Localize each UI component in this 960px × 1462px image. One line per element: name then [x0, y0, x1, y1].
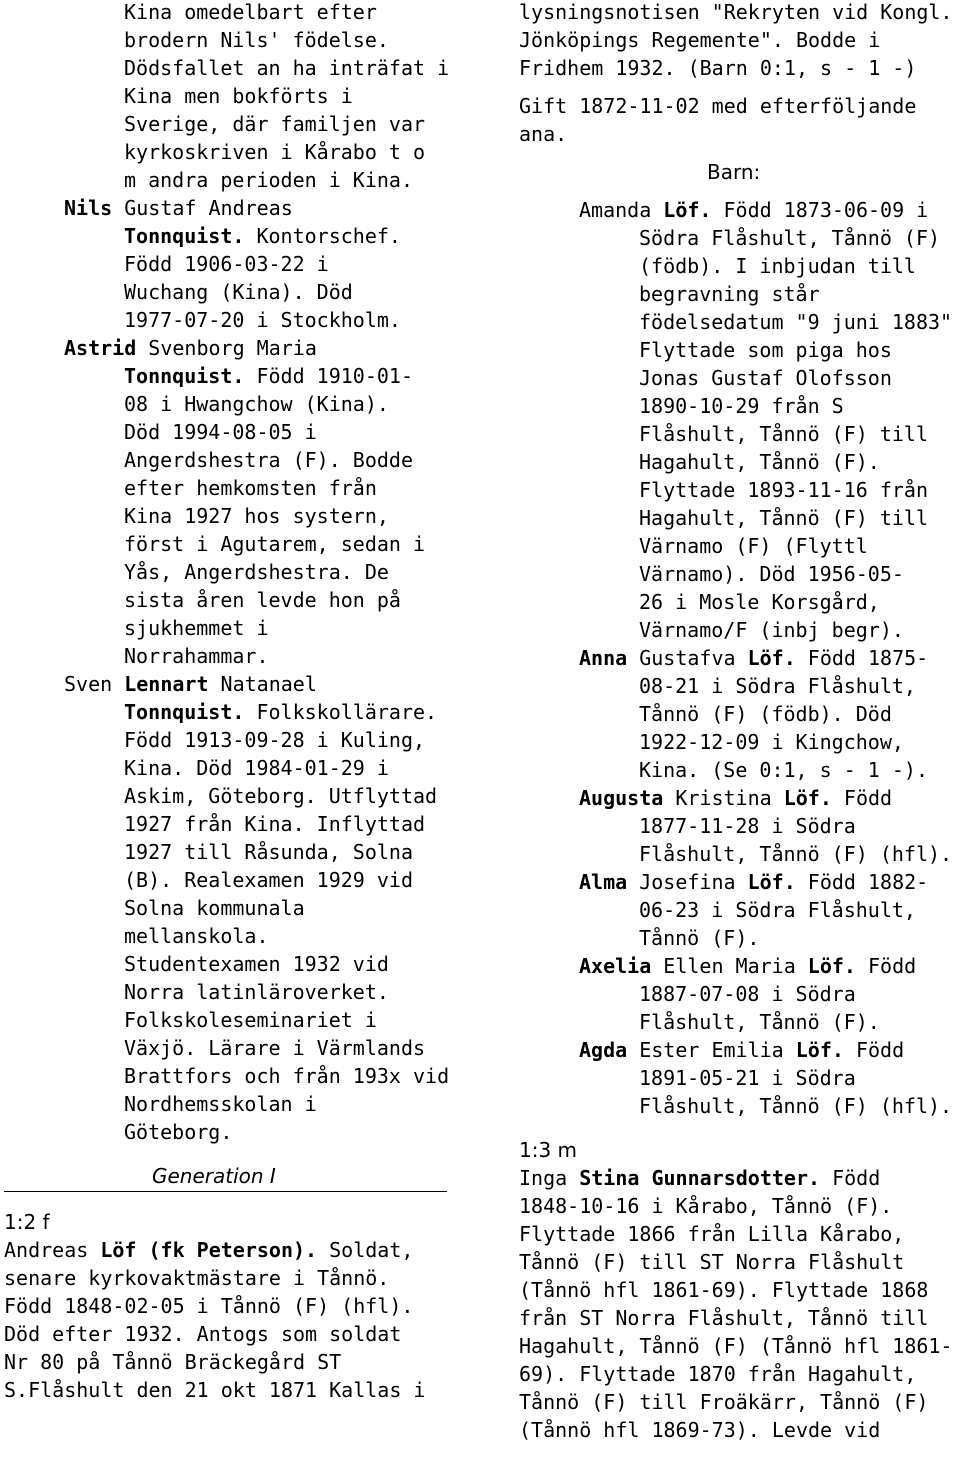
text-segment: Kina men bokförts i — [124, 84, 353, 108]
text-line — [519, 196, 959, 224]
text-segment: Kina. (Se 0:1, s - 1 -). — [639, 758, 928, 782]
text-line — [519, 224, 959, 252]
text-segment: Brattfors och från 193x vid — [124, 1064, 450, 1088]
text-line — [519, 1008, 959, 1036]
generation-heading-text: Generation I — [152, 1164, 276, 1188]
text-line — [519, 120, 959, 148]
text-segment: Göteborg. — [124, 1120, 233, 1144]
text-line — [519, 644, 959, 672]
text-line — [4, 726, 474, 754]
text-line — [4, 54, 474, 82]
text-segment: 1977-07-20 i Stockholm. — [124, 308, 401, 332]
text-line — [519, 336, 959, 364]
text-segment: Fridhem 1932. (Barn 0:1, s - 1 -) — [519, 56, 917, 80]
bold-name-segment: Tonnquist. — [124, 224, 245, 248]
text-segment: Flyttade 1866 från Lilla Kårabo, — [519, 1222, 905, 1246]
text-line — [4, 334, 474, 362]
text-segment: Hagahult, Tånnö (F) (Tånnö hfl 1861- — [519, 1334, 953, 1358]
text-segment: Född — [855, 954, 917, 978]
text-segment: först i Agutarem, sedan i — [124, 532, 426, 556]
text-segment: Tånnö (F) (födb). Död — [639, 702, 892, 726]
text-segment: Född 1913-09-28 i Kuling, — [124, 728, 426, 752]
text-segment: m andra perioden i Kina. — [124, 168, 413, 192]
marriage-block — [519, 92, 959, 148]
text-segment: Hagahult, Tånnö (F) till — [639, 506, 928, 530]
bold-name-segment: Löf. — [807, 954, 856, 978]
text-segment: Född 1910-01- — [244, 364, 413, 388]
text-segment: (födb). I inbjudan till — [639, 254, 916, 278]
text-segment: sjukhemmet i — [124, 616, 269, 640]
bold-name-segment: Augusta — [579, 786, 664, 810]
right-column — [519, 0, 959, 1444]
left-entry-id: 1:2 f — [4, 1210, 50, 1234]
text-segment: Kristina — [663, 786, 784, 810]
text-segment: Värnamo (F) (Flyttl — [639, 534, 868, 558]
text-segment: Död 1994-08-05 i — [124, 420, 317, 444]
text-segment: Kina. Död 1984-01-29 i — [124, 756, 389, 780]
text-segment: efter hemkomsten från — [124, 476, 377, 500]
text-line — [519, 896, 959, 924]
text-line — [4, 1006, 474, 1034]
text-line — [519, 560, 959, 588]
text-line — [519, 448, 959, 476]
text-line — [4, 1062, 474, 1090]
text-segment: Jonas Gustaf Olofsson — [639, 366, 892, 390]
text-segment: Gift 1872-11-02 med efterföljande — [519, 94, 917, 118]
text-segment: 1877-11-28 i Södra — [639, 814, 856, 838]
text-segment: Sverige, där familjen var — [124, 112, 426, 136]
text-segment: 1891-05-21 i Södra — [639, 1066, 856, 1090]
text-segment: Norrahammar. — [124, 644, 269, 668]
text-segment: Yås, Angerdshestra. De — [124, 560, 389, 584]
text-segment: Född — [843, 1038, 905, 1062]
text-segment: Norra latinläroverket. — [124, 980, 389, 1004]
text-segment: Kina omedelbart efter — [124, 0, 377, 24]
text-segment: Ellen Maria — [651, 954, 808, 978]
text-segment: Natanael — [208, 672, 317, 696]
text-segment: lysningsnotisen "Rekryten vid Kongl. — [519, 0, 953, 24]
bold-name-segment: Axelia — [579, 954, 652, 978]
text-segment: Angerdshestra (F). Bodde — [124, 448, 413, 472]
text-line — [4, 222, 474, 250]
bold-name-segment: Löf (fk Peterson). — [100, 1238, 318, 1262]
text-line — [519, 1416, 959, 1444]
text-line — [4, 1292, 474, 1320]
text-segment: 69). Flyttade 1870 från Hagahult, — [519, 1362, 917, 1386]
bold-name-segment: Lennart — [124, 672, 209, 696]
text-line — [4, 474, 474, 502]
left-text-block — [4, 0, 474, 1146]
text-line — [4, 26, 474, 54]
text-line — [519, 1220, 959, 1248]
text-segment: från ST Norra Flåshult, Tånnö till — [519, 1306, 929, 1330]
text-line — [519, 54, 959, 82]
text-segment: Sven — [64, 672, 125, 696]
text-line — [519, 532, 959, 560]
text-segment: Svenborg Maria — [136, 336, 317, 360]
text-segment: Dödsfallet an ha inträfat i — [124, 56, 450, 80]
bold-name-segment: Tonnquist. — [124, 700, 245, 724]
text-segment: Född — [820, 1166, 881, 1190]
text-segment: Kina 1927 hos systern, — [124, 504, 389, 528]
text-line — [4, 1264, 474, 1292]
text-segment: mellanskola. — [124, 924, 269, 948]
text-line — [519, 616, 959, 644]
text-line — [519, 952, 959, 980]
text-line — [4, 138, 474, 166]
text-line — [519, 588, 959, 616]
text-segment: Född — [831, 786, 893, 810]
text-line — [519, 0, 959, 26]
text-segment: Flåshult, Tånnö (F). — [639, 1010, 880, 1034]
text-line — [4, 558, 474, 586]
text-segment: 1848-10-16 i Kårabo, Tånnö (F). — [519, 1194, 893, 1218]
text-line — [519, 812, 959, 840]
text-segment: 1927 till Råsunda, Solna — [124, 840, 413, 864]
text-segment: Hagahult, Tånnö (F). — [639, 450, 880, 474]
text-line — [4, 670, 474, 698]
text-segment: Nr 80 på Tånnö Bräckegård ST — [4, 1350, 342, 1374]
text-segment: 08-21 i Södra Flåshult, — [639, 674, 916, 698]
text-line — [519, 504, 959, 532]
text-line — [4, 446, 474, 474]
text-line — [519, 980, 959, 1008]
text-segment: Josefina — [627, 870, 748, 894]
text-line — [4, 614, 474, 642]
text-segment: Född 1875- — [795, 646, 929, 670]
text-line — [4, 810, 474, 838]
text-segment: 1927 från Kina. Inflyttad — [124, 812, 426, 836]
text-line — [519, 1192, 959, 1220]
text-segment: Född 1882- — [795, 870, 929, 894]
text-segment: Amanda — [579, 198, 664, 222]
text-line — [4, 894, 474, 922]
text-segment: begravning står — [639, 282, 820, 306]
text-line — [4, 838, 474, 866]
bold-name-segment: Löf. — [783, 786, 832, 810]
text-line — [519, 840, 959, 868]
text-line — [4, 1236, 474, 1264]
text-segment: (Tånnö hfl 1861-69). Flyttade 1868 — [519, 1278, 929, 1302]
text-line — [519, 92, 959, 120]
text-segment: Flåshult, Tånnö (F) till — [639, 422, 928, 446]
text-line — [519, 784, 959, 812]
text-segment: Folkskollärare. — [244, 700, 438, 724]
text-line — [4, 0, 474, 26]
bold-name-segment: Löf. — [663, 198, 712, 222]
text-segment: Gustafva — [627, 646, 748, 670]
text-line — [4, 978, 474, 1006]
generation-heading — [4, 1158, 474, 1198]
text-segment: Gustaf Andreas — [112, 196, 293, 220]
text-segment: 06-23 i Södra Flåshult, — [639, 898, 916, 922]
text-segment: Död efter 1932. Antogs som soldat — [4, 1322, 402, 1346]
right-top-block — [519, 0, 959, 82]
text-line — [4, 250, 474, 278]
text-segment: Studentexamen 1932 vid — [124, 952, 389, 976]
text-line — [519, 1304, 959, 1332]
text-segment: Flåshult, Tånnö (F) (hfl). — [639, 842, 953, 866]
bold-name-segment: Agda — [579, 1038, 628, 1062]
text-segment: Flyttade som piga hos — [639, 338, 892, 362]
text-segment: ana. — [519, 122, 568, 146]
text-line — [4, 418, 474, 446]
text-segment: Nordhemsskolan i — [124, 1092, 317, 1116]
heading-rule — [4, 1191, 447, 1192]
text-segment: Flåshult, Tånnö (F) (hfl). — [639, 1094, 953, 1118]
text-segment: 08 i Hwangchow (Kina). — [124, 392, 389, 416]
text-line — [519, 1332, 959, 1360]
text-segment: Växjö. Lärare i Värmlands — [124, 1036, 426, 1060]
bold-name-segment: Löf. — [747, 646, 796, 670]
text-line — [4, 1034, 474, 1062]
text-segment: Wuchang (Kina). Död — [124, 280, 353, 304]
text-line — [519, 252, 959, 280]
bold-name-segment: Nils — [64, 196, 113, 220]
text-line — [519, 476, 959, 504]
text-segment: sista åren levde hon på — [124, 588, 401, 612]
text-line — [519, 308, 959, 336]
left-bottom-block — [4, 1236, 474, 1404]
text-line — [4, 82, 474, 110]
text-line — [519, 1092, 959, 1120]
text-line — [519, 868, 959, 896]
children-list — [519, 196, 959, 1120]
text-segment: Folkskoleseminariet i — [124, 1008, 377, 1032]
text-segment: 1890-10-29 från S — [639, 394, 844, 418]
text-line — [4, 922, 474, 950]
text-segment: kyrkoskriven i Kårabo t o — [124, 140, 426, 164]
text-line — [4, 950, 474, 978]
text-line — [4, 1118, 474, 1146]
text-segment: födelsedatum "9 juni 1883" — [639, 310, 953, 334]
text-segment: Inga — [519, 1166, 580, 1190]
text-segment: Solna kommunala — [124, 896, 305, 920]
text-segment: Tånnö (F) till ST Norra Flåshult — [519, 1250, 905, 1274]
text-line — [4, 1320, 474, 1348]
right-entry-id: 1:3 m — [519, 1138, 578, 1162]
bold-name-segment: Löf. — [795, 1038, 844, 1062]
bold-name-segment: Astrid — [64, 336, 137, 360]
text-line — [519, 1388, 959, 1416]
text-line — [519, 364, 959, 392]
text-line — [519, 26, 959, 54]
text-segment: Andreas — [4, 1238, 101, 1262]
text-line — [4, 530, 474, 558]
text-line — [4, 502, 474, 530]
text-segment: 1887-07-08 i Södra — [639, 982, 856, 1006]
text-segment: Askim, Göteborg. Utflyttad — [124, 784, 438, 808]
text-line — [519, 1276, 959, 1304]
text-line — [4, 754, 474, 782]
text-line — [4, 586, 474, 614]
text-segment: (B). Realexamen 1929 vid — [124, 868, 413, 892]
text-line — [4, 782, 474, 810]
text-line — [519, 924, 959, 952]
text-line — [519, 728, 959, 756]
text-line — [4, 278, 474, 306]
text-line — [4, 866, 474, 894]
bold-name-segment: Tonnquist. — [124, 364, 245, 388]
bold-name-segment: Alma — [579, 870, 628, 894]
text-segment: Född 1848-02-05 i Tånnö (F) (hfl). — [4, 1294, 414, 1318]
text-line — [519, 1036, 959, 1064]
text-segment: Ester Emilia — [627, 1038, 796, 1062]
text-segment: (Tånnö hfl 1869-73). Levde vid — [519, 1418, 881, 1442]
left-column — [4, 0, 474, 1404]
bold-name-segment: Löf. — [747, 870, 796, 894]
text-line — [4, 642, 474, 670]
bold-name-segment: Anna — [579, 646, 628, 670]
text-line — [519, 392, 959, 420]
text-segment: S.Flåshult den 21 okt 1871 Kallas i — [4, 1378, 426, 1402]
text-segment: Värnamo). Död 1956-05- — [639, 562, 904, 586]
text-segment: Södra Flåshult, Tånnö (F) — [639, 226, 941, 250]
text-segment: Soldat, — [317, 1238, 414, 1262]
text-line — [4, 390, 474, 418]
text-line — [519, 420, 959, 448]
text-line — [4, 166, 474, 194]
text-segment: Jönköpings Regemente". Bodde i — [519, 28, 881, 52]
text-line — [4, 698, 474, 726]
text-line — [4, 1376, 474, 1404]
right-bottom-block — [519, 1164, 959, 1444]
text-line — [519, 672, 959, 700]
text-segment: Värnamo/F (inbj begr). — [639, 618, 904, 642]
text-line — [4, 1348, 474, 1376]
text-segment: senare kyrkovaktmästare i Tånnö. — [4, 1266, 390, 1290]
text-segment: brodern Nils' födelse. — [124, 28, 389, 52]
text-segment: Tånnö (F). — [639, 926, 760, 950]
text-line — [519, 700, 959, 728]
bold-name-segment: Stina Gunnarsdotter. — [579, 1166, 821, 1190]
text-line — [519, 1248, 959, 1276]
text-line — [519, 1360, 959, 1388]
text-line — [4, 110, 474, 138]
text-line — [519, 1064, 959, 1092]
children-heading: Barn: — [707, 160, 761, 184]
text-segment: Flyttade 1893-11-16 från — [639, 478, 928, 502]
text-line — [4, 194, 474, 222]
text-line — [519, 756, 959, 784]
text-line — [4, 362, 474, 390]
text-segment: Född 1906-03-22 i — [124, 252, 329, 276]
text-segment: Född 1873-06-09 i — [711, 198, 929, 222]
text-segment: 26 i Mosle Korsgård, — [639, 590, 880, 614]
text-segment: Kontorschef. — [244, 224, 401, 248]
text-segment: 1922-12-09 i Kingchow, — [639, 730, 904, 754]
text-line — [4, 306, 474, 334]
text-line — [519, 280, 959, 308]
text-line — [519, 1164, 959, 1192]
text-line — [4, 1090, 474, 1118]
text-segment: Tånnö (F) till Froäkärr, Tånnö (F) — [519, 1390, 929, 1414]
